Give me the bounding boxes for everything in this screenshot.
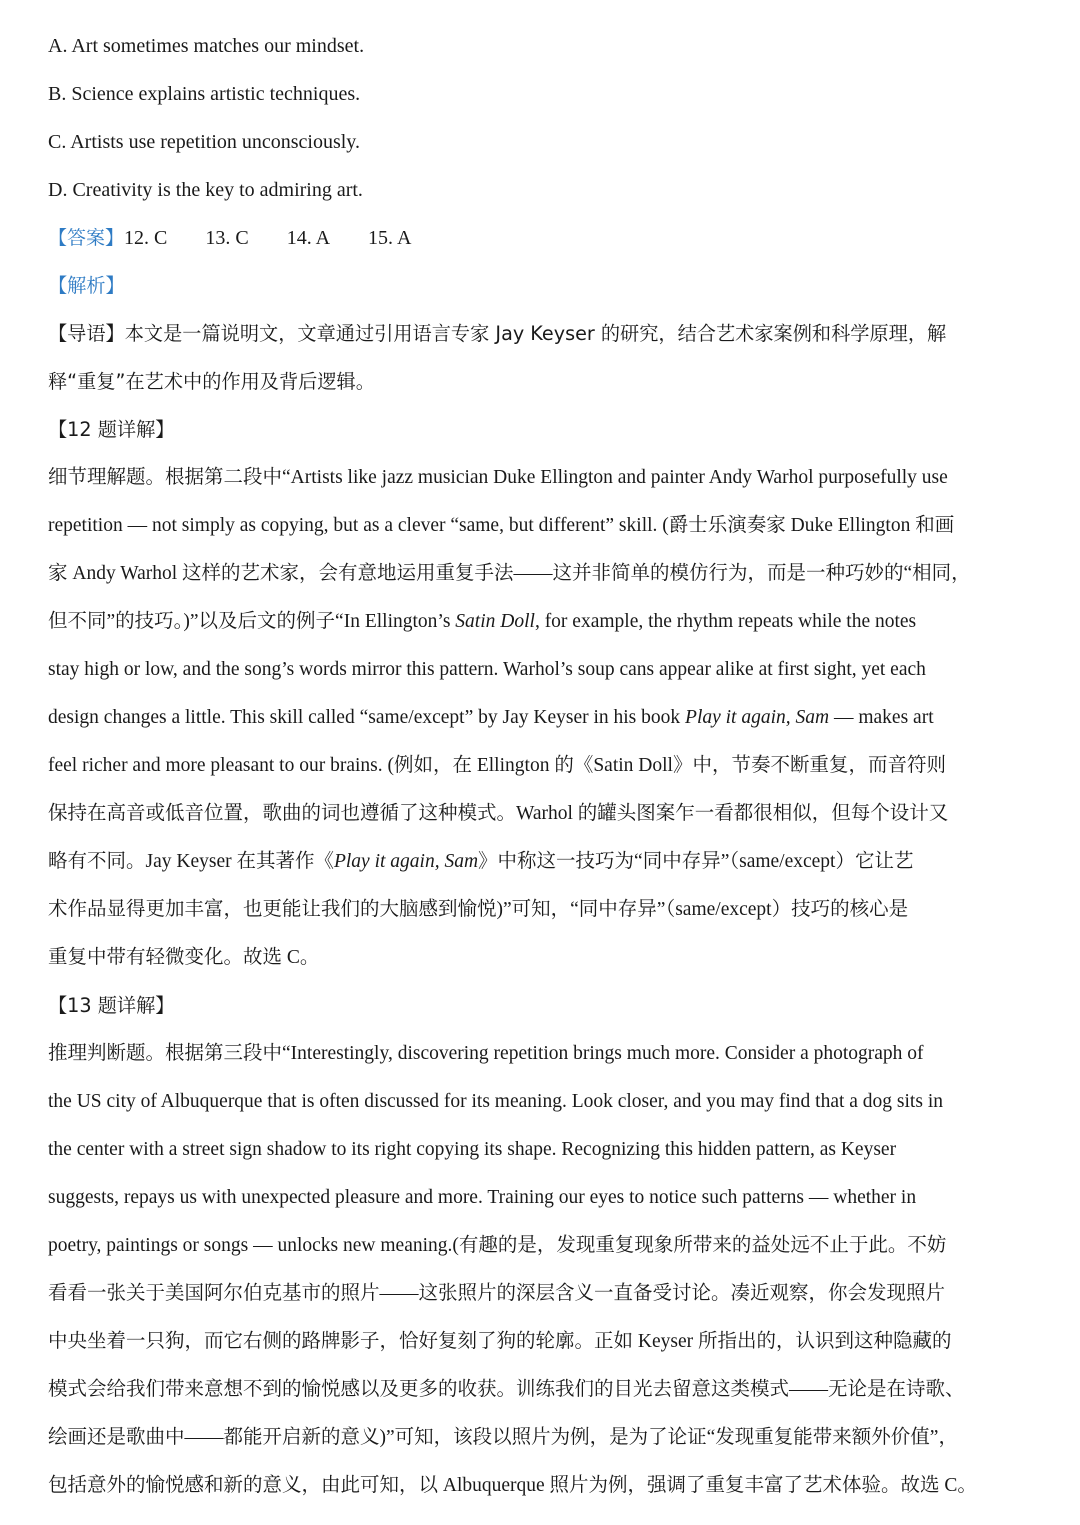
q13-line-8: 模式会给我们带来意想不到的愉悦感以及更多的收获。训练我们的目光去留意这类模式——无论是在诗歌、 [48, 1379, 965, 1400]
q12-line-8: 保持在高音或低音位置，歌曲的词也遵循了这种模式。Warhol 的罐头图案乍一看都很相似，但每个设计又 [48, 803, 949, 824]
q12-line-4-b: , for example, the rhythm repeats while the notes [534, 611, 917, 632]
q13-line-6: 看看一张关于美国阿尔伯克基市的照片——这张照片的深层含义一直备受讨论。凑近观察，你会发现照片 [48, 1283, 946, 1304]
answer-item-14: 14. A [286, 227, 331, 249]
intro-line-1 [48, 310, 1048, 358]
answer-item-15: 15. A [368, 227, 412, 249]
q12-line-3: 家 Andy Warhol 这样的艺术家，会有意地运用重复手法——这并非简单的模仿行为，而是一种巧妙的“相同， [48, 563, 971, 584]
answer-line [48, 214, 1048, 262]
book-title: Play it again, Sam [685, 707, 830, 728]
q12-heading: 【12 题详解】 [48, 418, 175, 441]
q13-line-9: 绘画还是歌曲中——都能开启新的意义)”可知，该段以照片为例，是为了论证“发现重复能带来额外价值”， [48, 1427, 958, 1448]
option-c: C. Artists use repetition unconsciously. [48, 131, 361, 153]
q13-line-7: 中央坐着一只狗，而它右侧的路牌影子，恰好复刻了狗的轮廓。正如 Keyser 所指出的，认识到这种隐藏的 [48, 1331, 952, 1352]
answer-item-12: 12. C [124, 227, 168, 249]
q12-line-10: 术作品显得更加丰富，也更能让我们的大脑感到愉悦)”可知，“同中存异”（same/except）技巧的核心是 [48, 899, 909, 920]
q12-line-6-b: — makes art [829, 707, 934, 728]
intro-label: 【导语】 [48, 322, 125, 345]
q12-line-1: 细节理解题。根据第二段中“Artists like jazz musician Duke Ellington and painter Andy Warhol purposefully use [48, 467, 948, 488]
q13-line-1: 推理判断题。根据第三段中“Interestingly, discovering repetition brings much more. Consider a photograph of [48, 1043, 924, 1064]
q12-line-6-a: design changes a little. This skill called “same/except” by Jay Keyser in his book [48, 707, 686, 728]
q12-line-9-b: 》中称这一技巧为“同中存异”（same/except）它让艺 [478, 851, 914, 872]
intro-line-2: 释“重复”在艺术中的作用及背后逻辑。 [48, 370, 375, 393]
q12-line-2: repetition — not simply as copying, but as a clever “same, but different” skill. (爵士乐演奏家 Duke Ellington 和画 [48, 515, 955, 536]
satin-doll-title: Satin Doll [455, 611, 535, 632]
book-title-cn: Play it again, Sam [333, 851, 479, 872]
q13-line-5: poetry, paintings or songs — unlocks new meaning.(有趣的是，发现重复现象所带来的益处远不止于此。不妨 [48, 1235, 947, 1256]
q12-line-11: 重复中带有轻微变化。故选 C。 [48, 947, 320, 968]
answer-item-13: 13. C [205, 227, 249, 249]
q13-line-10: 包括意外的愉悦感和新的意义，由此可知，以 Albuquerque 照片为例，强调了重复丰富了艺术体验。故选 C。 [48, 1475, 977, 1496]
q13-line-3: the center with a street sign shadow to its right copying its shape. Recognizing this hidden pattern, as Keyser [48, 1139, 897, 1160]
q12-line-7: feel richer and more pleasant to our brains. (例如，在 Ellington 的《Satin Doll》中，节奏不断重复，而音符则 [48, 755, 946, 776]
q12-line-4 [48, 598, 1048, 646]
answer-label: 【答案】 [48, 227, 125, 249]
q12-line-9-a: 略有不同。Jay Keyser 在其著作《 [48, 851, 334, 872]
q13-line-4: suggests, repays us with unexpected pleasure and more. Training our eyes to notice such patterns — whether in [48, 1187, 917, 1208]
intro-text-1: 本文是一篇说明文，文章通过引用语言专家 Jay Keyser 的研究，结合艺术家案例和科学原理，解 [124, 322, 947, 345]
q12-line-9 [48, 838, 1048, 886]
document-page [48, 22, 1048, 1510]
q12-line-4-a: 但不同”的技巧。)”以及后文的例子“In Ellington’s [48, 611, 456, 632]
q12-line-5: stay high or low, and the song’s words mirror this pattern. Warhol’s soup cans appear alike at first sight, yet each [48, 659, 926, 680]
option-d: D. Creativity is the key to admiring art. [48, 179, 363, 201]
q13-line-2: the US city of Albuquerque that is often discussed for its meaning. Look closer, and you may find that a dog sits in [48, 1091, 943, 1112]
option-b: B. Science explains artistic techniques. [48, 83, 361, 105]
analysis-label: 【解析】 [48, 274, 125, 297]
option-a: A. Art sometimes matches our mindset. [48, 35, 365, 57]
q13-heading: 【13 题详解】 [48, 994, 175, 1017]
q12-line-6 [48, 694, 1048, 742]
